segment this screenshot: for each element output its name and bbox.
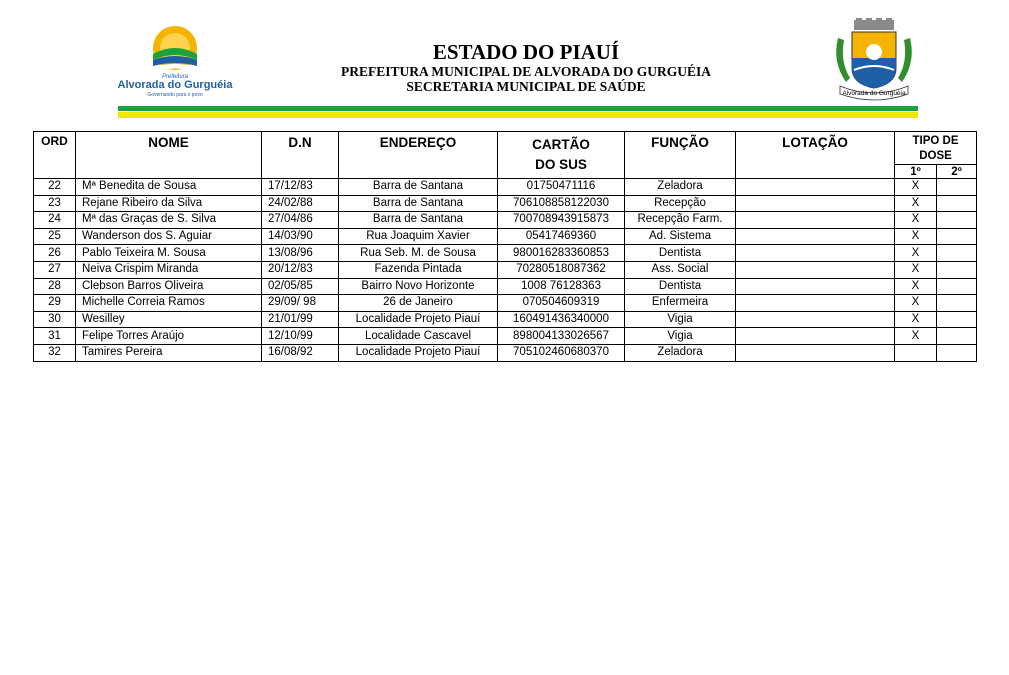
cell-lotacao: [736, 245, 895, 262]
page-subtitle-secretaria: SECRETARIA MUNICIPAL DE SAÚDE: [406, 79, 646, 94]
cell-nome: Mª Benedita de Sousa: [76, 179, 262, 196]
cell-dn: 13/08/96: [262, 245, 339, 262]
cell-nome: Neiva Crispim Miranda: [76, 261, 262, 278]
cell-dose1: [895, 344, 937, 361]
cartao-header-line1: CARTÃO: [532, 137, 590, 152]
table-row: [34, 344, 977, 361]
cell-funcao: Recepção Farm.: [625, 212, 736, 229]
cell-endereco: Barra de Santana: [339, 179, 498, 196]
page-subtitle-prefeitura: PREFEITURA MUNICIPAL DE ALVORADA DO GURGUÉIA: [341, 64, 711, 79]
cell-funcao: Ass. Social: [625, 261, 736, 278]
logo-slogan: Governando para o povo: [147, 92, 203, 98]
cell-nome: Wanderson dos S. Aguiar: [76, 228, 262, 245]
cell-dose2: [937, 261, 977, 278]
cell-endereco: Fazenda Pintada: [339, 261, 498, 278]
cell-endereco: Localidade Cascavel: [339, 328, 498, 345]
cell-ord: 24: [34, 212, 76, 229]
table-row: [34, 245, 977, 262]
tipo-header-line2: DOSE: [919, 150, 952, 162]
cell-funcao: Dentista: [625, 278, 736, 295]
cell-lotacao: [736, 328, 895, 345]
green-stripe: [118, 106, 918, 111]
cell-nome: Felipe Torres Araújo: [76, 328, 262, 345]
col-dn-header: D.N: [262, 132, 339, 179]
cell-dn: 14/03/90: [262, 228, 339, 245]
cell-cartao: 706108858122030: [498, 195, 625, 212]
cell-endereco: Bairro Novo Horizonte: [339, 278, 498, 295]
cell-ord: 23: [34, 195, 76, 212]
cell-funcao: Zeladora: [625, 179, 736, 196]
left-branch-icon: [836, 38, 850, 82]
cell-cartao: 70280518087362: [498, 261, 625, 278]
prefeitura-logo: [113, 24, 238, 104]
cell-dn: 16/08/92: [262, 344, 339, 361]
cell-dose2: [937, 278, 977, 295]
cell-ord: 31: [34, 328, 76, 345]
cell-funcao: Dentista: [625, 245, 736, 262]
cell-nome: Mª das Graças de S. Silva: [76, 212, 262, 229]
cell-dose2: [937, 195, 977, 212]
cartao-header-line2: DO SUS: [535, 157, 587, 172]
cell-endereco: 26 de Janeiro: [339, 295, 498, 312]
cell-endereco: Barra de Santana: [339, 195, 498, 212]
cell-dose2: [937, 228, 977, 245]
cell-dose1: X: [895, 245, 937, 262]
coat-of-arms: [830, 18, 918, 104]
cell-cartao: 070504609319: [498, 295, 625, 312]
cell-nome: Tamires Pereira: [76, 344, 262, 361]
cell-cartao: 05417469360: [498, 228, 625, 245]
cell-ord: 22: [34, 179, 76, 196]
header-titles: [300, 40, 752, 94]
col-funcao-header: FUNÇÃO: [625, 132, 736, 179]
table-body: [34, 179, 977, 362]
cell-funcao: Vigia: [625, 328, 736, 345]
coat-ribbon-text: Alvorada do Gurguéia: [842, 90, 906, 97]
cell-dose1: X: [895, 278, 937, 295]
table-row: [34, 295, 977, 312]
table-row: [34, 261, 977, 278]
flag-stripes: [118, 106, 918, 118]
cell-cartao: 980016283360853: [498, 245, 625, 262]
cell-dose2: [937, 311, 977, 328]
cell-lotacao: [736, 261, 895, 278]
cell-ord: 26: [34, 245, 76, 262]
right-branch-icon: [898, 38, 912, 82]
cell-ord: 29: [34, 295, 76, 312]
cell-dn: 27/04/86: [262, 212, 339, 229]
cell-funcao: Recepção: [625, 195, 736, 212]
col-tipo-dose-header: [895, 132, 977, 165]
table-row: [34, 179, 977, 196]
cell-dose2: [937, 328, 977, 345]
cell-endereco: Localidade Projeto Piauí: [339, 344, 498, 361]
cell-dose1: X: [895, 228, 937, 245]
cell-endereco: Localidade Projeto Piauí: [339, 311, 498, 328]
cell-nome: Clebson Barros Oliveira: [76, 278, 262, 295]
page-title: ESTADO DO PIAUÍ: [432, 40, 620, 64]
table-row: [34, 228, 977, 245]
cell-funcao: Ad. Sistema: [625, 228, 736, 245]
cell-endereco: Rua Joaquim Xavier: [339, 228, 498, 245]
cell-lotacao: [736, 295, 895, 312]
cell-lotacao: [736, 278, 895, 295]
col-nome-header: NOME: [76, 132, 262, 179]
col-cartao-header: [498, 132, 625, 179]
logo-prefeitura-label: Prefeitura: [161, 74, 189, 80]
cell-dose2: [937, 344, 977, 361]
cell-lotacao: [736, 344, 895, 361]
tipo-header-line1: TIPO DE: [912, 135, 959, 147]
cell-funcao: Enfermeira: [625, 295, 736, 312]
col-dose1-header: 1º: [895, 165, 937, 179]
cell-dn: 12/10/99: [262, 328, 339, 345]
cell-lotacao: [736, 179, 895, 196]
cell-dn: 21/01/99: [262, 311, 339, 328]
cell-funcao: Zeladora: [625, 344, 736, 361]
cell-cartao: 160491436340000: [498, 311, 625, 328]
cell-lotacao: [736, 195, 895, 212]
col-dose2-header: 2º: [937, 165, 977, 179]
cell-dn: 20/12/83: [262, 261, 339, 278]
cell-nome: Pablo Teixeira M. Sousa: [76, 245, 262, 262]
cell-dose2: [937, 179, 977, 196]
cell-dn: 17/12/83: [262, 179, 339, 196]
cell-funcao: Vigia: [625, 311, 736, 328]
col-lotacao-header: LOTAÇÃO: [736, 132, 895, 179]
cell-ord: 30: [34, 311, 76, 328]
cell-ord: 27: [34, 261, 76, 278]
table-header-row: [34, 132, 977, 165]
vaccination-table: [33, 131, 977, 362]
cell-cartao: 1008 76128363: [498, 278, 625, 295]
cell-nome: Wesilley: [76, 311, 262, 328]
table-row: [34, 195, 977, 212]
cell-cartao: 700708943915873: [498, 212, 625, 229]
cell-dose1: X: [895, 179, 937, 196]
cell-cartao: 705102460680370: [498, 344, 625, 361]
cell-dose1: X: [895, 212, 937, 229]
cell-ord: 28: [34, 278, 76, 295]
cell-dose1: X: [895, 328, 937, 345]
table-row: [34, 212, 977, 229]
cell-dose2: [937, 245, 977, 262]
cell-ord: 32: [34, 344, 76, 361]
cell-dn: 24/02/88: [262, 195, 339, 212]
cell-lotacao: [736, 228, 895, 245]
cell-dose1: X: [895, 195, 937, 212]
cell-dn: 29/09/ 98: [262, 295, 339, 312]
cell-dose1: X: [895, 311, 937, 328]
cell-lotacao: [736, 212, 895, 229]
col-endereco-header: ENDEREÇO: [339, 132, 498, 179]
cell-ord: 25: [34, 228, 76, 245]
cell-cartao: 01750471116: [498, 179, 625, 196]
logo-city-name: Alvorada do Gurguéia: [117, 79, 233, 91]
table-row: [34, 311, 977, 328]
cell-endereco: Rua Seb. M. de Sousa: [339, 245, 498, 262]
cell-cartao: 898004133026567: [498, 328, 625, 345]
yellow-stripe: [118, 112, 918, 118]
cell-endereco: Barra de Santana: [339, 212, 498, 229]
cell-dose1: X: [895, 261, 937, 278]
table-row: [34, 328, 977, 345]
cell-dose2: [937, 295, 977, 312]
cell-dose2: [937, 212, 977, 229]
cell-dose1: X: [895, 295, 937, 312]
cell-nome: Rejane Ribeiro da Silva: [76, 195, 262, 212]
table-row: [34, 278, 977, 295]
cell-lotacao: [736, 311, 895, 328]
cell-nome: Michelle Correia Ramos: [76, 295, 262, 312]
document-header: [0, 0, 1009, 125]
cell-dn: 02/05/85: [262, 278, 339, 295]
col-ord-header: ORD: [34, 132, 76, 179]
